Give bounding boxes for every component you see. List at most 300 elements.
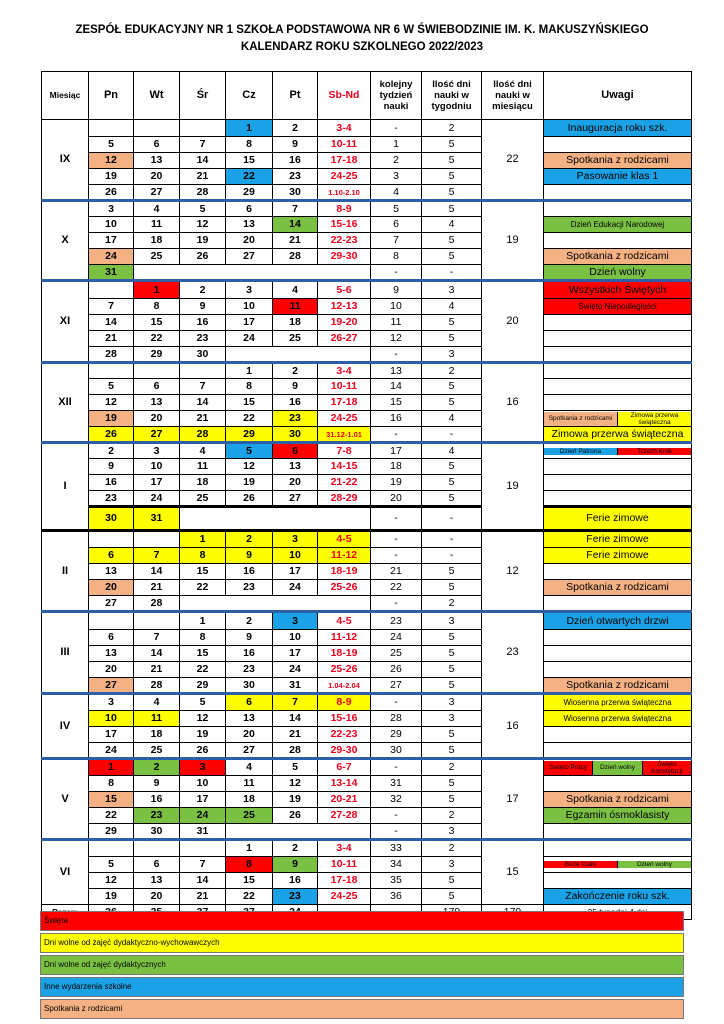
week-number: - [371, 120, 422, 137]
empty-cell [180, 507, 371, 531]
day-cell-sr: 21 [180, 169, 226, 185]
day-cell-wt [134, 612, 180, 630]
note-cell: Inauguracja roku szk. [544, 120, 692, 137]
day-cell-sr: 22 [180, 662, 226, 678]
note-cell: Zakończenie roku szk. [544, 889, 692, 905]
weekend-cell: 19-20 [318, 315, 371, 331]
days-in-week: 2 [422, 120, 482, 137]
weekend-cell: 28-29 [318, 491, 371, 507]
day-cell-sr [180, 363, 226, 379]
weekend-cell: 3-4 [318, 120, 371, 137]
day-cell-sr: 26 [180, 249, 226, 265]
day-cell-pn: 14 [89, 315, 134, 331]
week-number: - [371, 694, 422, 711]
calendar-title: KALENDARZ ROKU SZKOLNEGO 2022/2023 [240, 41, 484, 53]
day-cell-pn: 8 [89, 776, 134, 792]
note-cell [544, 743, 692, 759]
week-number: - [371, 427, 422, 443]
note-part: Święto Pracy [544, 761, 592, 775]
weekend-cell: 11-12 [318, 548, 371, 564]
days-in-week: 5 [422, 331, 482, 347]
note-cell: Spotkania z rodzicami [544, 249, 692, 265]
week-number: - [371, 808, 422, 824]
day-cell-pn: 12 [89, 153, 134, 169]
day-cell-sr: 23 [180, 331, 226, 347]
note-cell: Egzamin ósmoklasisty [544, 808, 692, 824]
week-number: 29 [371, 727, 422, 743]
page-titles [0, 22, 724, 56]
day-cell-pn: 19 [89, 169, 134, 185]
day-cell-pn: 5 [89, 857, 134, 873]
day-cell-cz: 25 [226, 808, 273, 824]
day-cell-pn: 10 [89, 217, 134, 233]
month-name: II [42, 531, 89, 612]
day-cell-wt: 7 [134, 630, 180, 646]
day-cell-cz: 23 [226, 662, 273, 678]
day-cell-pn: 9 [89, 459, 134, 475]
note-cell: Pasowanie klas 1 [544, 169, 692, 185]
day-cell-pt: 28 [273, 249, 318, 265]
day-cell-pt: 23 [273, 411, 318, 427]
week-number: 7 [371, 233, 422, 249]
day-cell-pt: 20 [273, 475, 318, 491]
day-cell-wt: 21 [134, 580, 180, 596]
school-calendar-table [41, 71, 692, 920]
week-row [42, 840, 692, 857]
week-row [42, 646, 692, 662]
day-cell-cz: 15 [226, 873, 273, 889]
day-cell-pt: 24 [273, 580, 318, 596]
week-row [42, 120, 692, 137]
day-cell-cz: 20 [226, 233, 273, 249]
day-cell-pn: 3 [89, 201, 134, 217]
week-row [42, 201, 692, 217]
day-cell-wt: 2 [134, 759, 180, 776]
day-cell-cz: 18 [226, 792, 273, 808]
day-cell-cz: 13 [226, 217, 273, 233]
week-row [42, 824, 692, 840]
day-cell-sr: 5 [180, 201, 226, 217]
month-name: XI [42, 281, 89, 363]
day-cell-cz: 6 [226, 694, 273, 711]
days-in-week: - [422, 507, 482, 531]
day-cell-cz: 8 [226, 857, 273, 873]
day-cell-cz: 27 [226, 743, 273, 759]
days-in-week: 3 [422, 281, 482, 299]
weekend-cell: 24-25 [318, 889, 371, 905]
col-pt: Pt [273, 72, 318, 120]
week-row [42, 889, 692, 905]
week-row [42, 427, 692, 443]
week-row [42, 331, 692, 347]
week-number: 25 [371, 646, 422, 662]
note-cell: Zimowa przerwa świąteczna [544, 427, 692, 443]
day-cell-sr: 11 [180, 459, 226, 475]
note-part: Zimowa przerwa świąteczna [617, 412, 691, 426]
week-row [42, 808, 692, 824]
legend-item: Spotkania z rodzicami [40, 999, 684, 1019]
week-number: 1 [371, 137, 422, 153]
day-cell-cz: 10 [226, 299, 273, 315]
day-cell-cz: 13 [226, 711, 273, 727]
week-row [42, 265, 692, 281]
day-cell-pn: 27 [89, 678, 134, 694]
week-number: 33 [371, 840, 422, 857]
month-name: X [42, 201, 89, 281]
day-cell-cz: 5 [226, 443, 273, 459]
week-row [42, 564, 692, 580]
day-cell-sr: 12 [180, 217, 226, 233]
days-in-week: 5 [422, 379, 482, 395]
day-cell-cz: 22 [226, 411, 273, 427]
day-cell-sr: 4 [180, 443, 226, 459]
days-in-week: 5 [422, 678, 482, 694]
col-month: Miesiąc [42, 72, 89, 120]
note-cell: Spotkania z rodzicami [544, 580, 692, 596]
day-cell-cz: 24 [226, 331, 273, 347]
day-cell-pt: 2 [273, 120, 318, 137]
day-cell-wt: 25 [134, 249, 180, 265]
day-cell-wt: 27 [134, 427, 180, 443]
day-cell-sr: 14 [180, 153, 226, 169]
week-number: - [371, 531, 422, 548]
day-cell-pt: 23 [273, 169, 318, 185]
days-in-month: 22 [482, 120, 544, 201]
day-cell-pt: 21 [273, 727, 318, 743]
day-cell-cz: 15 [226, 395, 273, 411]
day-cell-pt: 16 [273, 153, 318, 169]
day-cell-cz: 9 [226, 630, 273, 646]
days-in-week: 4 [422, 217, 482, 233]
days-in-month: 16 [482, 694, 544, 759]
day-cell-cz: 4 [226, 759, 273, 776]
day-cell-cz: 27 [226, 249, 273, 265]
week-row [42, 153, 692, 169]
days-in-week: 5 [422, 743, 482, 759]
days-in-week: 5 [422, 646, 482, 662]
note-part: Boże Ciało [544, 861, 617, 868]
day-cell-cz: 26 [226, 491, 273, 507]
day-cell-wt [134, 363, 180, 379]
week-row [42, 379, 692, 395]
days-in-week: 5 [422, 395, 482, 411]
day-cell-pt: 23 [273, 889, 318, 905]
day-cell-pn: 28 [89, 347, 134, 363]
empty-cell [226, 347, 371, 363]
note-cell [544, 873, 692, 889]
weekend-cell: 7-8 [318, 443, 371, 459]
day-cell-cz: 22 [226, 889, 273, 905]
weekend-cell: 1.04-2.04 [318, 678, 371, 694]
days-in-week: 5 [422, 630, 482, 646]
days-in-week: 5 [422, 233, 482, 249]
note-cell [544, 727, 692, 743]
day-cell-sr: 26 [180, 743, 226, 759]
week-number: 19 [371, 475, 422, 491]
weekend-cell: 17-18 [318, 153, 371, 169]
week-number: 27 [371, 678, 422, 694]
weekend-cell: 22-23 [318, 727, 371, 743]
day-cell-wt: 3 [134, 443, 180, 459]
days-in-week: 4 [422, 411, 482, 427]
day-cell-wt: 25 [134, 743, 180, 759]
days-in-week: 4 [422, 299, 482, 315]
weekend-cell: 11-12 [318, 630, 371, 646]
day-cell-wt [134, 531, 180, 548]
day-cell-cz: 6 [226, 201, 273, 217]
day-cell-sr: 21 [180, 411, 226, 427]
note-cell [544, 137, 692, 153]
note-split [544, 411, 692, 427]
day-cell-wt [134, 120, 180, 137]
days-in-week: 2 [422, 596, 482, 612]
note-cell: Dzień Edukacji Narodowej [544, 217, 692, 233]
week-row [42, 411, 692, 427]
day-cell-pn: 26 [89, 185, 134, 201]
day-cell-pn [89, 120, 134, 137]
day-cell-wt: 11 [134, 217, 180, 233]
days-in-week: - [422, 531, 482, 548]
week-number: - [371, 265, 422, 281]
day-cell-pt: 12 [273, 776, 318, 792]
week-number: 36 [371, 889, 422, 905]
day-cell-pn: 29 [89, 824, 134, 840]
day-cell-pt: 9 [273, 137, 318, 153]
week-number: 5 [371, 201, 422, 217]
note-cell [544, 596, 692, 612]
day-cell-pt: 14 [273, 711, 318, 727]
day-cell-pt: 16 [273, 395, 318, 411]
day-cell-wt: 17 [134, 475, 180, 491]
days-in-week: 3 [422, 694, 482, 711]
col-cz: Cz [226, 72, 273, 120]
day-cell-pn: 23 [89, 491, 134, 507]
note-cell [544, 315, 692, 331]
day-cell-sr: 2 [180, 281, 226, 299]
note-cell: Dzień otwartych drzwi [544, 612, 692, 630]
weekend-cell: 17-18 [318, 873, 371, 889]
days-in-week: 3 [422, 824, 482, 840]
day-cell-pt: 17 [273, 646, 318, 662]
week-number: 14 [371, 379, 422, 395]
day-cell-wt: 20 [134, 411, 180, 427]
weekend-cell: 12-13 [318, 299, 371, 315]
note-cell: Spotkania z rodzicami [544, 792, 692, 808]
note-cell [544, 185, 692, 201]
day-cell-pt: 21 [273, 233, 318, 249]
day-cell-wt: 18 [134, 233, 180, 249]
legend-item: Święta [40, 911, 684, 931]
days-in-week: 5 [422, 580, 482, 596]
day-cell-pn: 5 [89, 137, 134, 153]
days-in-week: 5 [422, 315, 482, 331]
day-cell-cz: 3 [226, 281, 273, 299]
school-title: ZESPÓŁ EDUKACYJNY NR 1 SZKOŁA PODSTAWOWA NR 6 W ŚWIEBODZINIE IM. K. MAKUSZYŃSKIEGO [75, 24, 649, 36]
day-cell-sr: 12 [180, 711, 226, 727]
day-cell-wt: 4 [134, 201, 180, 217]
note-cell [544, 233, 692, 249]
weekend-cell: 25-26 [318, 580, 371, 596]
note-cell [544, 646, 692, 662]
day-cell-cz: 1 [226, 840, 273, 857]
week-row [42, 727, 692, 743]
day-cell-cz: 22 [226, 169, 273, 185]
weekend-cell: 8-9 [318, 694, 371, 711]
day-cell-pn [89, 612, 134, 630]
day-cell-wt: 21 [134, 662, 180, 678]
weekend-cell: 31.12-1.01 [318, 427, 371, 443]
week-row [42, 363, 692, 379]
day-cell-pt: 6 [273, 443, 318, 459]
days-in-week: - [422, 548, 482, 564]
days-in-week: 5 [422, 249, 482, 265]
note-part: Dzień wolny [592, 761, 641, 775]
days-in-week: 5 [422, 459, 482, 475]
week-row [42, 299, 692, 315]
day-cell-pt: 30 [273, 185, 318, 201]
col-days-month: Ilość dni nauki w miesiącu [482, 72, 544, 120]
week-number: 32 [371, 792, 422, 808]
weekend-cell: 1.10-2.10 [318, 185, 371, 201]
day-cell-wt: 6 [134, 137, 180, 153]
note-split [544, 443, 692, 459]
day-cell-pn [89, 531, 134, 548]
week-row [42, 580, 692, 596]
month-name: XII [42, 363, 89, 443]
day-cell-pt: 17 [273, 564, 318, 580]
week-row [42, 491, 692, 507]
day-cell-sr: 1 [180, 612, 226, 630]
week-number: 20 [371, 491, 422, 507]
day-cell-pn: 26 [89, 427, 134, 443]
weekend-cell: 10-11 [318, 379, 371, 395]
weekend-cell: 3-4 [318, 363, 371, 379]
day-cell-cz: 1 [226, 363, 273, 379]
week-row [42, 759, 692, 776]
day-cell-wt: 22 [134, 331, 180, 347]
weekend-cell: 4-5 [318, 612, 371, 630]
week-number: 4 [371, 185, 422, 201]
note-cell [544, 459, 692, 475]
days-in-week: 3 [422, 857, 482, 873]
day-cell-wt: 1 [134, 281, 180, 299]
week-row [42, 548, 692, 564]
week-row [42, 792, 692, 808]
day-cell-pn: 19 [89, 411, 134, 427]
month-name: IV [42, 694, 89, 759]
day-cell-pn: 17 [89, 233, 134, 249]
note-cell [544, 662, 692, 678]
legend-item: Dni wolne od zajęć dydaktyczno-wychowawczych [40, 933, 684, 953]
week-number: 3 [371, 169, 422, 185]
day-cell-sr: 14 [180, 395, 226, 411]
day-cell-sr: 17 [180, 792, 226, 808]
day-cell-pt: 19 [273, 792, 318, 808]
empty-cell [180, 596, 371, 612]
empty-cell [226, 824, 371, 840]
week-row [42, 507, 692, 531]
day-cell-sr: 21 [180, 889, 226, 905]
day-cell-cz: 20 [226, 727, 273, 743]
weekend-cell: 5-6 [318, 281, 371, 299]
days-in-month: 17 [482, 759, 544, 840]
note-part: Spotkania z rodzicami [544, 412, 617, 426]
day-cell-wt: 14 [134, 646, 180, 662]
days-in-week: 5 [422, 873, 482, 889]
day-cell-sr: 3 [180, 759, 226, 776]
day-cell-wt: 13 [134, 873, 180, 889]
day-cell-cz: 15 [226, 153, 273, 169]
day-cell-wt: 20 [134, 889, 180, 905]
day-cell-pn: 12 [89, 873, 134, 889]
week-number: 2 [371, 153, 422, 169]
day-cell-wt: 30 [134, 824, 180, 840]
week-row [42, 743, 692, 759]
week-number: 26 [371, 662, 422, 678]
days-in-week: 5 [422, 185, 482, 201]
col-notes: Uwagi [544, 72, 692, 120]
week-row [42, 233, 692, 249]
note-cell: Święto Niepodległości [544, 299, 692, 315]
days-in-week: - [422, 265, 482, 281]
col-week: kolejny tydzień nauki [371, 72, 422, 120]
day-cell-pn: 20 [89, 662, 134, 678]
weekend-cell: 24-25 [318, 411, 371, 427]
week-number: 31 [371, 776, 422, 792]
day-cell-sr: 7 [180, 857, 226, 873]
day-cell-sr: 31 [180, 824, 226, 840]
note-cell [544, 840, 692, 857]
day-cell-pn [89, 840, 134, 857]
day-cell-pt: 11 [273, 299, 318, 315]
days-in-week: 5 [422, 564, 482, 580]
day-cell-pn: 22 [89, 808, 134, 824]
col-pn: Pn [89, 72, 134, 120]
day-cell-wt: 31 [134, 507, 180, 531]
week-number: - [371, 548, 422, 564]
day-cell-cz: 17 [226, 315, 273, 331]
day-cell-pn: 20 [89, 580, 134, 596]
day-cell-pn: 6 [89, 548, 134, 564]
day-cell-sr: 28 [180, 185, 226, 201]
day-cell-sr: 10 [180, 776, 226, 792]
day-cell-pt: 13 [273, 459, 318, 475]
day-cell-pn: 13 [89, 646, 134, 662]
day-cell-pn: 17 [89, 727, 134, 743]
day-cell-cz: 12 [226, 459, 273, 475]
week-row [42, 347, 692, 363]
days-in-week: 5 [422, 776, 482, 792]
day-cell-sr: 25 [180, 491, 226, 507]
days-in-week: 2 [422, 759, 482, 776]
day-cell-pn: 13 [89, 564, 134, 580]
day-cell-wt: 15 [134, 315, 180, 331]
day-cell-cz: 1 [226, 120, 273, 137]
day-cell-pn: 1 [89, 759, 134, 776]
day-cell-pt: 9 [273, 379, 318, 395]
day-cell-pn: 19 [89, 889, 134, 905]
week-number: - [371, 596, 422, 612]
week-number: - [371, 759, 422, 776]
week-number: 17 [371, 443, 422, 459]
day-cell-cz: 29 [226, 185, 273, 201]
weekend-cell: 22-23 [318, 233, 371, 249]
days-in-week: 5 [422, 169, 482, 185]
col-days-week: Ilość dni nauki w tygodniu [422, 72, 482, 120]
note-cell: Wszystkich Świętych [544, 281, 692, 299]
days-in-week: 5 [422, 889, 482, 905]
days-in-month: 12 [482, 531, 544, 612]
